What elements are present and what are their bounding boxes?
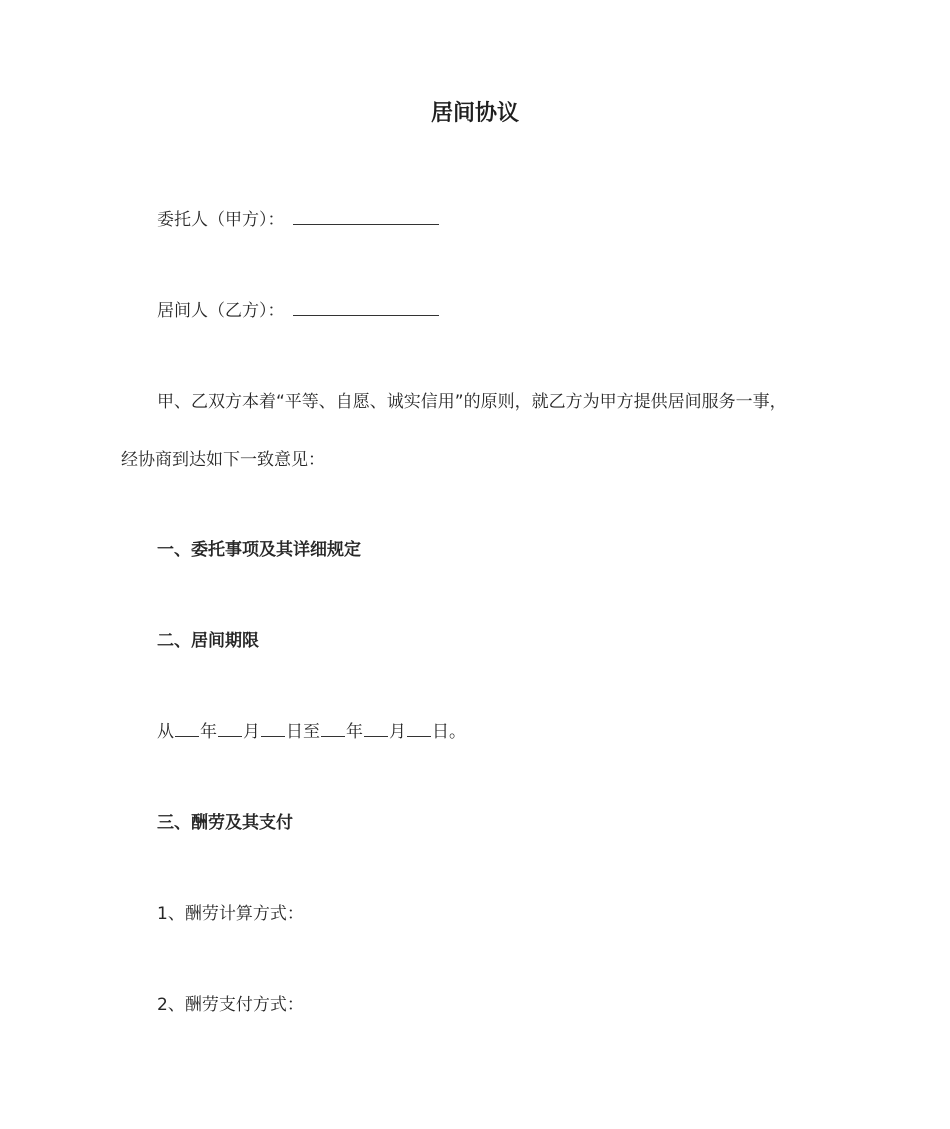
item-1: 1、酬劳计算方式： bbox=[157, 904, 304, 924]
blank-month-2 bbox=[364, 722, 388, 737]
section1-heading: 一、委托事项及其详细规定 bbox=[157, 540, 361, 560]
intro-line-1: 甲、乙双方本着“平等、自愿、诚实信用”的原则，就乙方为甲方提供居间服务一事， bbox=[157, 392, 787, 412]
party-b-line bbox=[157, 300, 439, 322]
blank-month-1 bbox=[218, 722, 242, 737]
period-month-2: 月 bbox=[389, 722, 406, 742]
party-a-line bbox=[157, 209, 439, 231]
section2-heading: 二、居间期限 bbox=[157, 631, 259, 651]
period-line bbox=[157, 721, 466, 743]
section3-heading: 三、酬劳及其支付 bbox=[157, 813, 293, 833]
blank-day-2 bbox=[407, 722, 431, 737]
blank-day-1 bbox=[261, 722, 285, 737]
intro-line-2: 经协商到达如下一致意见： bbox=[121, 450, 325, 470]
period-day-to: 日至 bbox=[286, 722, 320, 742]
item-2: 2、酬劳支付方式： bbox=[157, 995, 304, 1015]
party-a-blank bbox=[293, 210, 439, 225]
period-year-2: 年 bbox=[346, 722, 363, 742]
party-b-blank bbox=[293, 301, 439, 316]
party-a-label: 委托人（甲方）： bbox=[157, 210, 285, 230]
party-b-label: 居间人（乙方）： bbox=[157, 301, 285, 321]
period-month-1: 月 bbox=[243, 722, 260, 742]
period-year-1: 年 bbox=[200, 722, 217, 742]
period-day-end: 日。 bbox=[432, 722, 466, 742]
period-from: 从 bbox=[157, 722, 174, 742]
blank-year-2 bbox=[321, 722, 345, 737]
document-title: 居间协议 bbox=[430, 101, 519, 126]
blank-year-1 bbox=[175, 722, 199, 737]
